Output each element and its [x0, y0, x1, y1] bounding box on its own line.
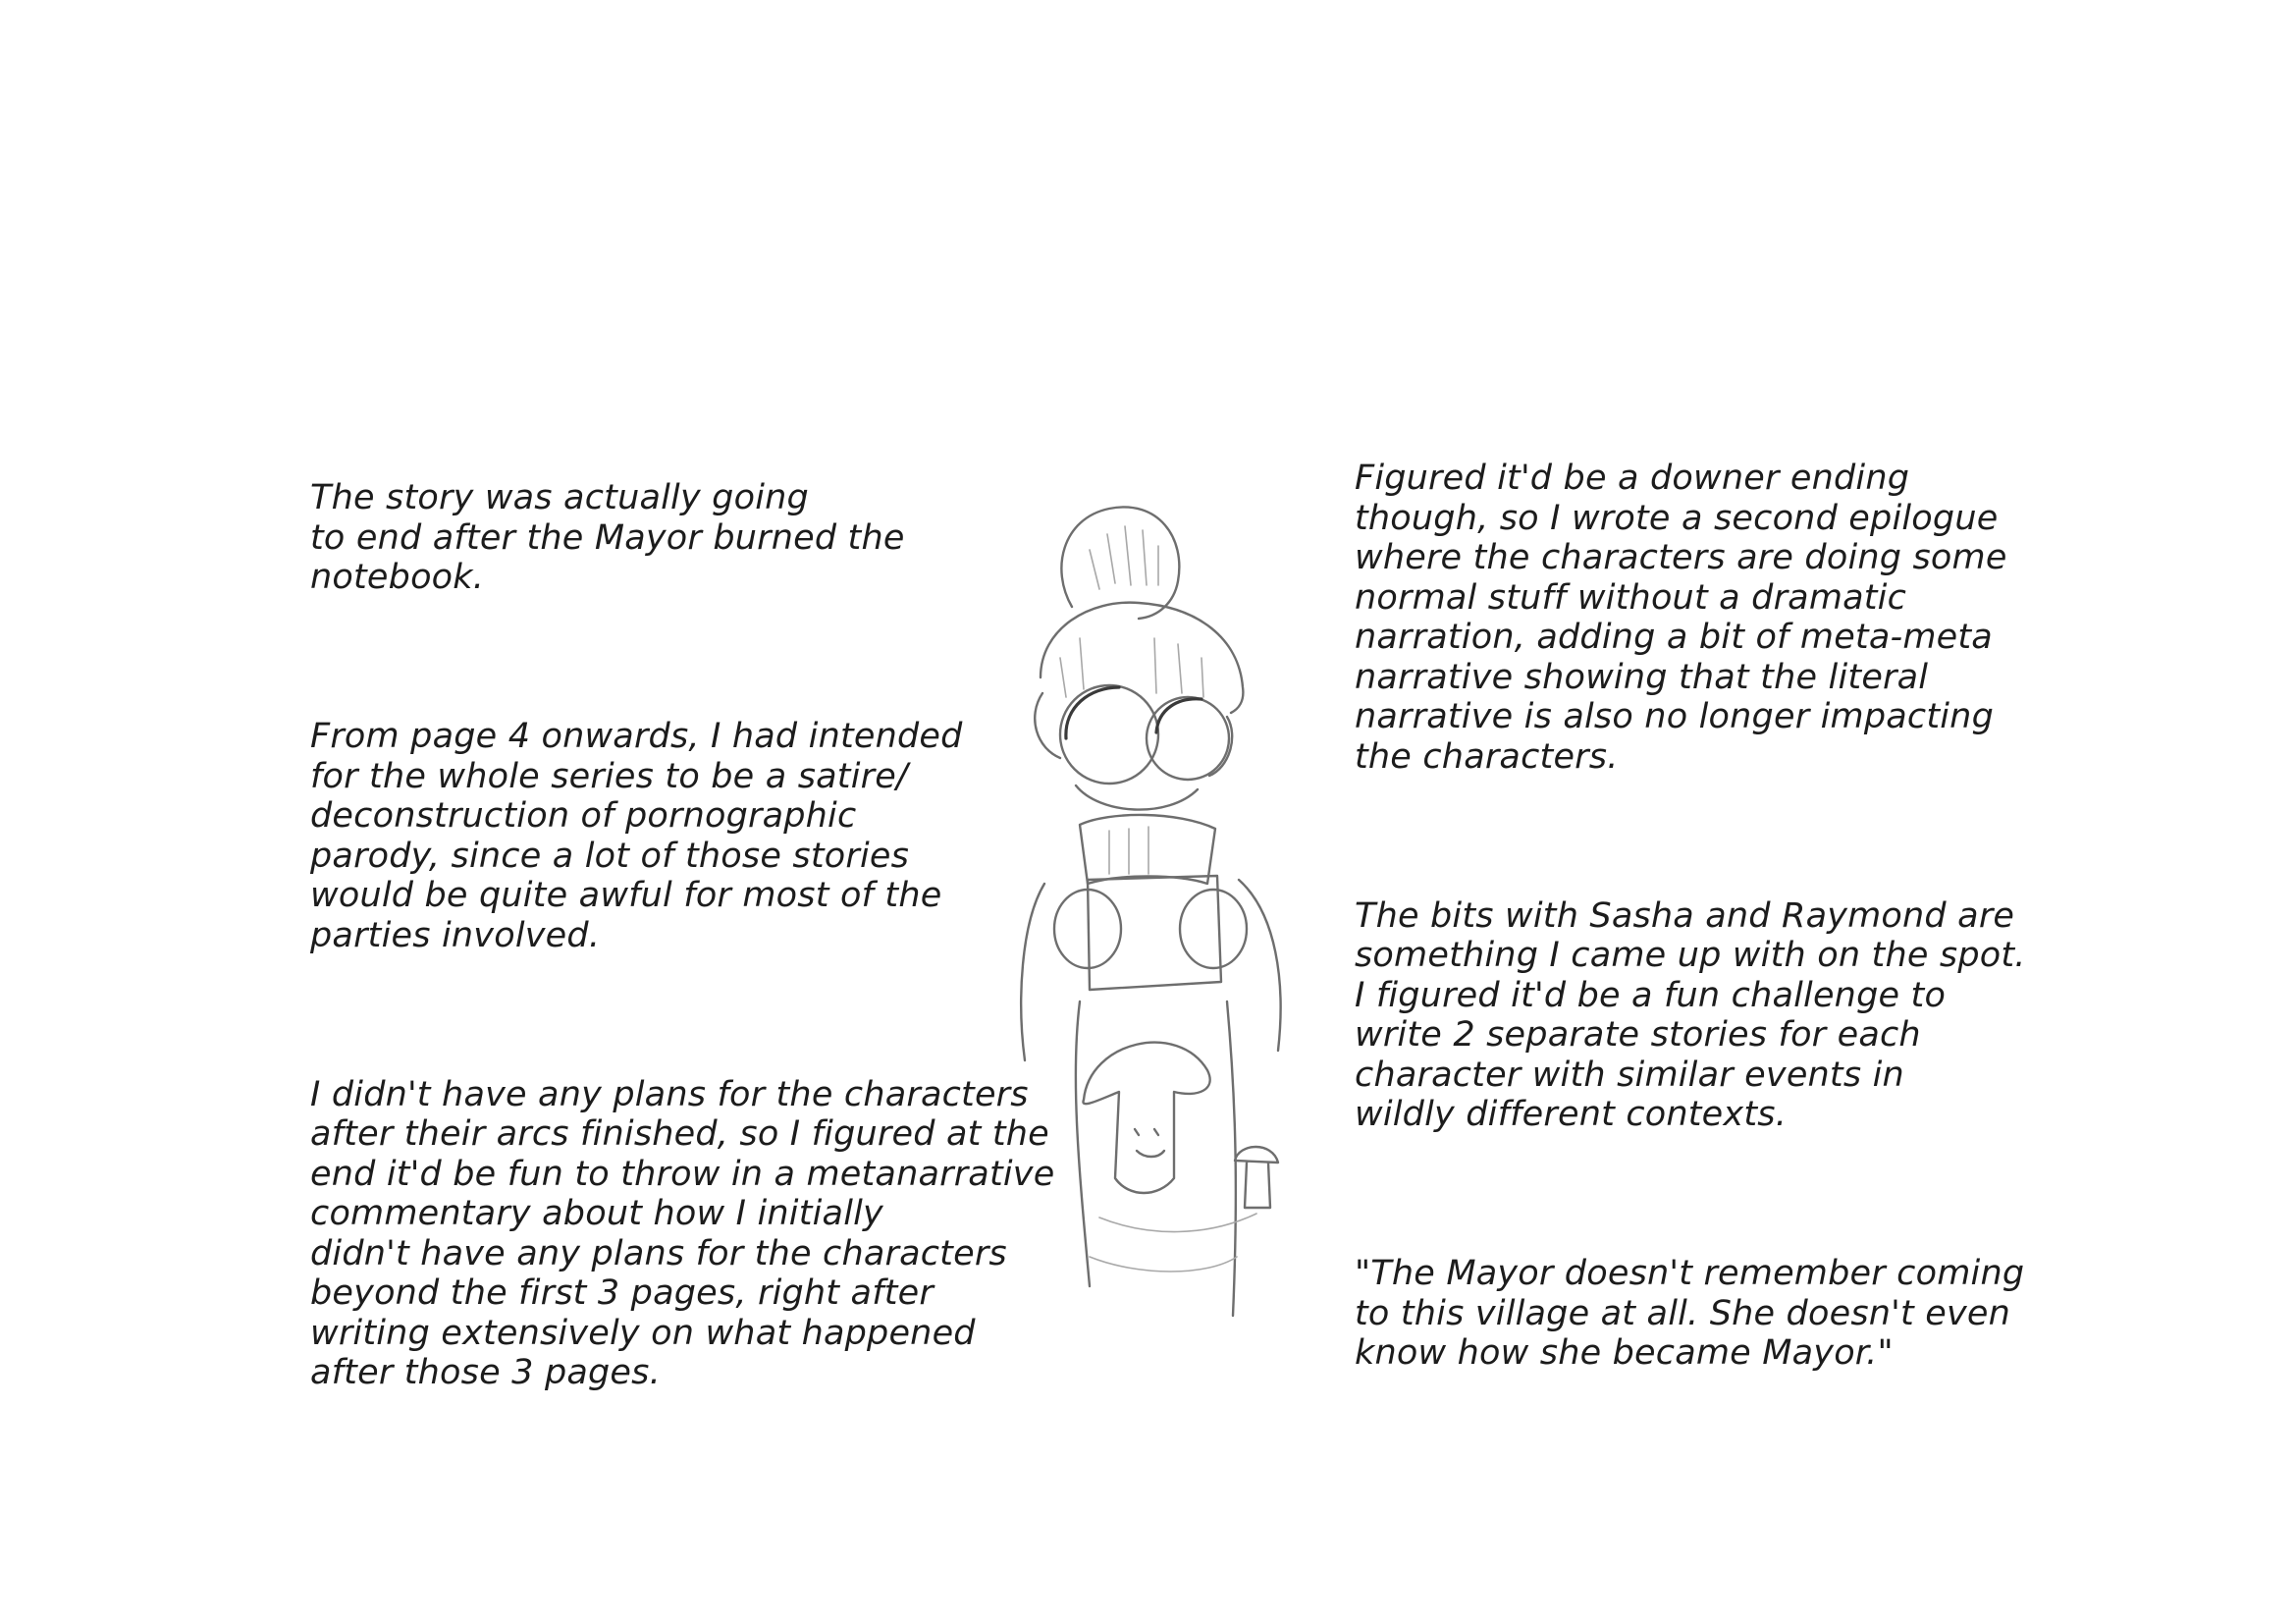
character-sketch-illustration [982, 491, 1374, 1326]
paragraph-satire-intent: From page 4 onwards, I had intended for the whole series to be a satire/ deconstruction of pornographic parody, since a lot of those stories would be quite awful for most of the parties involved. [310, 717, 963, 955]
paragraph-sasha-raymond: The bits with Sasha and Raymond are something I came up with on the spot. I figured it'd be a fun challenge to write 2 separate stories for each character with similar events in wildly different contexts. [1355, 895, 2026, 1134]
small-mushroom [1235, 1147, 1278, 1208]
sweater [1021, 880, 1280, 1316]
glasses-left-lens [1060, 685, 1158, 784]
paragraph-second-epilogue: Figured it'd be a downer ending though, so I wrote a second epilogue where the characters are doing some normal stuff without a dramatic narration, adding a bit of meta-meta narrative showing that the literal narrative is also no longer impacting the characters. [1355, 459, 2007, 777]
mushroom-graphic [1083, 1043, 1209, 1193]
left-text-column [310, 399, 1054, 1433]
paragraph-story-ending: The story was actually going to end after the Mayor burned the notebook. [310, 478, 905, 597]
paragraph-metanarrative: I didn't have any plans for the characters after their arcs finished, so I figured at the end it'd be fun to throw in a metanarrative commentary about how I initially didn't have any plans for the characters beyond the first 3 pages, right after writing extensively on what happened after those 3 pages. [310, 1074, 1055, 1392]
right-text-column [1355, 379, 2026, 1413]
collar [1080, 815, 1215, 884]
paragraph-mayor-quote: "The Mayor doesn't remember coming to this village at all. She doesn't even know how she became Mayor." [1355, 1254, 2025, 1373]
right-hand [1180, 890, 1247, 968]
